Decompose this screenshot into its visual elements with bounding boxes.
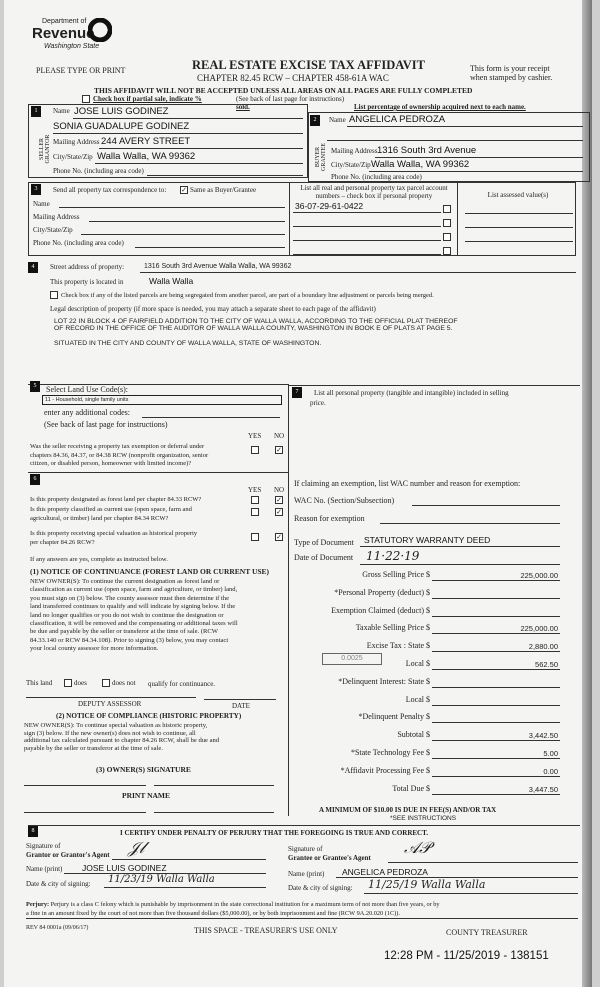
notice-line: NEW OWNER(S): To continue special valuation as historic property,: [24, 722, 208, 729]
historic-yes-checkbox[interactable]: [251, 533, 259, 541]
buyer-section: 2 BUYER GRANTEE Name ANGELICA PEDROZA Mailing Address 1316 South 3rd Avenue City/State/Zip Walla Walla, WA 99362 Phone No. (including area code): [308, 112, 590, 182]
grantor-signature[interactable]: 𝒥𝓁: [128, 838, 145, 857]
notice-line: your local county assessor for more information.: [30, 645, 159, 653]
forest-yes-checkbox[interactable]: [251, 496, 259, 504]
seller-name-2[interactable]: SONIA GUADALUPE GODINEZ: [53, 121, 190, 132]
dor-logo-mark-icon: [88, 18, 112, 42]
personal-property-checkbox[interactable]: [443, 219, 451, 227]
fee-row-value[interactable]: 3,447.50: [528, 784, 558, 794]
notice-line: classification as current use (open space, farm and agriculture, or timber) land,: [30, 586, 238, 594]
fee-row-value[interactable]: 0.00: [543, 766, 558, 776]
grantee-print-name[interactable]: ANGELICA PEDROZA: [342, 867, 428, 877]
notice-line: land no longer qualifies or you do not wish to continue the designation or: [30, 611, 224, 619]
grantee-date-city[interactable]: 11/25/19 Walla Walla: [368, 878, 486, 891]
fee-row-label: *Affidavit Processing Fee: [340, 765, 424, 775]
fee-row-label: Taxable Selling Price: [355, 623, 424, 633]
page-title: REAL ESTATE EXCISE TAX AFFIDAVIT: [192, 58, 425, 72]
notice-line: NEW OWNER(S): To continue the current designation as forest land or: [30, 578, 220, 585]
fee-row-label: Total Due: [392, 783, 424, 793]
notice-line: sign (3) below. If the new owner(s) does not wish to continue, all: [24, 729, 196, 737]
grantor-date-city[interactable]: 11/23/19 Walla Walla: [108, 874, 215, 885]
personal-property-checkbox[interactable]: [443, 247, 451, 255]
fee-row-value[interactable]: 5.00: [543, 749, 558, 758]
seller-city[interactable]: Walla Walla, WA 99362: [97, 151, 196, 162]
affidavit-page: Department of Revenue Washington State PLEASE TYPE OR PRINT REAL ESTATE EXCISE TAX AFFIDAVIT CHAPTER 82.45 RCW – CHAPTER 458-61A WAC This form is your receipt when stamped by cashier. THIS AFFIDAVIT WILL NOT BE ACCEPTED UNLESS ALL AREAS ON ALL PAGES ARE FULLY COMPLETED (See back of last page for instructions) Check box if partial sale, indicate % sold. List percentage of ownership acquired next to each name. 1 SELLER GRANTOR Name JOSE LUIS GODINEZ SONIA GUADALUPE GODINEZ Mailing Address 244 AVERY STREET City/State/Zip Walla Walla, WA 99362 Phone No. (including area code) 2 BUYER GRANTEE Name ANGELICA PEDROZA Mailing Address 1316 South 3rd Avenue City/State/Zip Walla Walla, WA 99362 Phone No. (including area code) 3 Send all property tax correspondence to: ✓ Same as Buyer/Grantee Name Mailing Address City/State/Zip Phone No. (including area code) List all real and personal property tax parcel account numbers – check box if personal property List assessed value(s) 36-07-29-61-0422 4 Street address of property: 1316 South 3rd Avenue Walla Walla, WA 99362 This property is located in Walla Walla Check box if any of the listed parcels are being segregated from another parcel, are part of a boundary line adjustment or parcels being merged. Legal description of property (if more space is needed, you may attach a separate sheet to each page of the affidavit) LOT 22 IN BLOCK 4 OF FAIRFIELD ADDITION TO THE CITY OF WALLA WALLA, ACCORDING TO THE OFFICIAL PLAT THEREOF OF RECORD IN THE OFFICE OF THE AUDITOR OF WALLA WALLA COUNTY, WASHINGTON IN BOOK E OF PLATS AT PAGE 5. SITUATED IN THE CITY AND COUNTY OF WALLA WALLA, STATE OF WASHINGTON. 5 Select Land Use Code(s): 11 - Household, single family units enter any additional codes: (See back of last page for instructions) YES NO Was the seller receiving a property tax exemption or deferral under chapters 84.36, 84.37, or 84.38 RCW (nonprofit organization, senior citizen, or disabled person, homeowner with limited income)? ✓ 6 YES NO Is this property designated as forest land per chapter 84.33 RCW? ✓ Is this property classified as current use (open space, farm and agricultural, or timber) land per chapter 84.34 RCW? ✓ Is this property receiving special valuation as historical property per chapter 84.26 RCW? ✓ If any answers are yes, complete as instructed below. (1) NOTICE OF CONTINUANCE (FOREST LAND OR CURRENT USE) NEW OWNER(S): To continue the current designation as forest land or classification as current use (open space, farm and agriculture, or timber) land, you must sign on (3) below. The county assessor must then determine if the land transferred continues to qualify and will indicate by signing below. If the land no longer qualifies or you do not wish to continue the designation or classification, it will be removed and the compensating or additional taxes will be due and payable by the seller or transferor at the time of sale. (RCW 84.33.140 or RCW 84.34.108). Prior to signing (3) below, you may contact your local county assessor for more information. This land does does not qualify for continuance. DEPUTY ASSESSOR DATE (2) NOTICE OF COMPLIANCE (HISTORIC PROPERTY) NEW OWNER(S): To continue special valuation as historic property, sign (3) below. If the new owner(s) does not wish to continue, all additional tax calculated pursuant to chapter 84.26 RCW, shall be due and payable by the seller or transferor at the time of sale. (3) OWNER(S) SIGNATURE PRINT NAME 7 List all personal property (tangible and intangible) included in selling price. If claiming an exemption, list WAC number and reason for exemption: WAC No. (Section/Subsection) Reason for exemption Type of Document STATUTORY WARRANTY DEED Date of Document 11·22·19 Gross Selling Price $ 225,000.00 *Personal Property (deduct) $ Exemption Claimed (deduct) $ Taxable Selling Price $ 225,000.00 Excise Tax : State $ 2,880.00 Local $ 562.50 *Delinquent Interest: State $ Local $ *Delinquent Penalty $ Subtotal $ 3,442.50 *State Technology Fee $ 5.00 *Affidavit Processing Fee $ 0.00 Total Due $ 3,447.50 0.0025 A MINIMUM OF $10.00 IS DUE IN FEE(S) AND/OR TAX *SEE INSTRUCTIONS 8 I CERTIFY UNDER PENALTY OF PERJURY THAT THE FOREGOING IS TRUE AND CORRECT. Signature of Grantor or Grantor's Agent 𝒥𝓁 Name (print) JOSE LUIS GODINEZ Date & city of signing: 11/23/19 Walla Walla Signature of Grantee or Grantee's Agent 𝒜𝒫 Name (print) ANGELICA PEDROZA Date & city of signing: 11/25/19 Walla Walla Perjury: Perjury is a class C felony which is punishable by imprisonment in the state correctional institution for a maximum term of not more than five years, or by a fine in an amount fixed by the court of not more than five thousand dollars ($5,000.00), or by both imprisonment and fine (RCW 9A.20.020 (1C)). REV 84 0001a (09/06/17) THIS SPACE - TREASURER'S USE ONLY COUNTY TREASURER 12:28 PM - 11/25/2019 - 138151: [4, 0, 592, 987]
fee-row-label: Local: [405, 694, 424, 704]
fee-row-label: *Delinquent Interest: State: [338, 676, 424, 686]
grantee-signature[interactable]: 𝒜𝒫: [404, 838, 431, 857]
treasurer-stamp: 12:28 PM - 11/25/2019 - 138151: [384, 950, 549, 962]
notice-line: additional tax calculated pursuant to chapter 84.26 RCW, shall be due and: [24, 737, 220, 744]
fee-row-label: Subtotal: [397, 730, 424, 740]
local-rate-field[interactable]: 0.0025: [322, 653, 382, 665]
notice-line: land transferred continues to qualify and will indicate by signing below. If the: [30, 603, 236, 611]
correspondence-section: 3 Send all property tax correspondence to: ✓ Same as Buyer/Grantee Name Mailing Address City/State/Zip Phone No. (including area code) List all real and personal property tax parcel account numbers – check box if personal property List assessed value(s) 36-07-29-61-0422: [28, 182, 576, 256]
exemption-no-checkbox[interactable]: ✓: [276, 446, 282, 454]
current-use-no-checkbox[interactable]: ✓: [276, 508, 282, 516]
fee-row-value[interactable]: 225,000.00: [520, 571, 558, 580]
seller-address[interactable]: 244 AVERY STREET: [101, 136, 191, 147]
notice-line: you must sign on (3) below. The county assessor must then determine if the: [30, 594, 230, 602]
fee-row-label: *Personal Property (deduct): [334, 587, 424, 597]
notice-line: classification, it will be removed and the compensating or additional taxes will: [30, 620, 238, 628]
fee-row-value[interactable]: 225,000.00: [520, 624, 558, 634]
personal-property-checkbox[interactable]: [443, 233, 451, 241]
assessed-value-field[interactable]: [465, 255, 573, 256]
parcel-number[interactable]: 36-07-29-61-0422: [295, 201, 364, 211]
fee-row-label: *State Technology Fee: [350, 748, 424, 757]
buyer-name[interactable]: ANGELICA PEDROZA: [349, 114, 446, 125]
assessed-value-field[interactable]: [465, 241, 573, 242]
historic-no-checkbox[interactable]: ✓: [276, 533, 282, 541]
fee-row-label: Local: [405, 659, 424, 668]
forest-no-checkbox[interactable]: ✓: [276, 496, 282, 504]
notice-line: payable by the seller or transferor at the time of sale.: [24, 744, 163, 752]
buyer-address[interactable]: 1316 South 3rd Avenue: [377, 145, 477, 156]
fee-row-label: Gross Selling Price: [362, 570, 424, 579]
buyer-city[interactable]: Walla Walla, WA 99362: [371, 159, 470, 170]
assessed-value-field[interactable]: [465, 227, 573, 228]
notice-line: be due and payable by the seller or transferor at the time of sale. (RCW: [30, 628, 219, 636]
fee-row-label: *Delinquent Penalty: [358, 712, 424, 722]
seller-section: 1 SELLER GRANTOR Name JOSE LUIS GODINEZ SONIA GUADALUPE GODINEZ Mailing Address 244 AVERY STREET City/State/Zip Walla Walla, WA 99362 Phone No. (including area code): [28, 104, 308, 178]
fee-row-label: Excise Tax : State: [366, 641, 424, 651]
segregated-parcels-checkbox[interactable]: [50, 291, 58, 299]
legal-description[interactable]: LOT 22 IN BLOCK 4 OF FAIRFIELD ADDITION TO THE CITY OF WALLA WALLA, ACCORDING TO THE OFFICIAL PLAT THEREOF OF RECORD IN THE OFFICE OF THE AUDITOR OF WALLA WALLA COUNTY, WASHINGTON IN BOOK E OF PLATS AT PAGE 5. SITUATED IN THE CITY AND COUNTY OF WALLA WALLA, STATE OF WASHINGTON.: [54, 318, 458, 347]
grantor-print-name[interactable]: JOSE LUIS GODINEZ: [82, 863, 167, 873]
exemption-yes-checkbox[interactable]: [251, 446, 259, 454]
current-use-yes-checkbox[interactable]: [251, 508, 259, 516]
document-type[interactable]: STATUTORY WARRANTY DEED: [364, 535, 491, 545]
personal-property-checkbox[interactable]: [443, 205, 451, 213]
fee-row-value[interactable]: 562.50: [535, 660, 558, 669]
does-qualify-checkbox[interactable]: [64, 679, 72, 687]
property-street-address[interactable]: 1316 South 3rd Avenue Walla Walla, WA 99362: [144, 263, 292, 270]
partial-sale-checkbox[interactable]: [82, 95, 90, 103]
notice-line: 84.33.140 or RCW 84.34.108). Prior to signing (3) below, you may contact: [30, 636, 229, 644]
land-use-code-select[interactable]: 11 - Household, single family units: [42, 395, 282, 405]
does-not-qualify-checkbox[interactable]: [102, 679, 110, 687]
seller-name-1[interactable]: JOSE LUIS GODINEZ: [74, 106, 169, 117]
same-as-buyer-checkbox[interactable]: ✓: [181, 186, 187, 194]
fee-row-value[interactable]: 3,442.50: [528, 731, 558, 741]
fee-row-label: Exemption Claimed (deduct): [331, 605, 424, 615]
property-location[interactable]: Walla Walla: [149, 276, 194, 286]
assessed-value-field[interactable]: [465, 213, 573, 214]
fee-row-value[interactable]: 2,880.00: [528, 642, 558, 652]
document-date[interactable]: 11·22·19: [366, 549, 420, 563]
